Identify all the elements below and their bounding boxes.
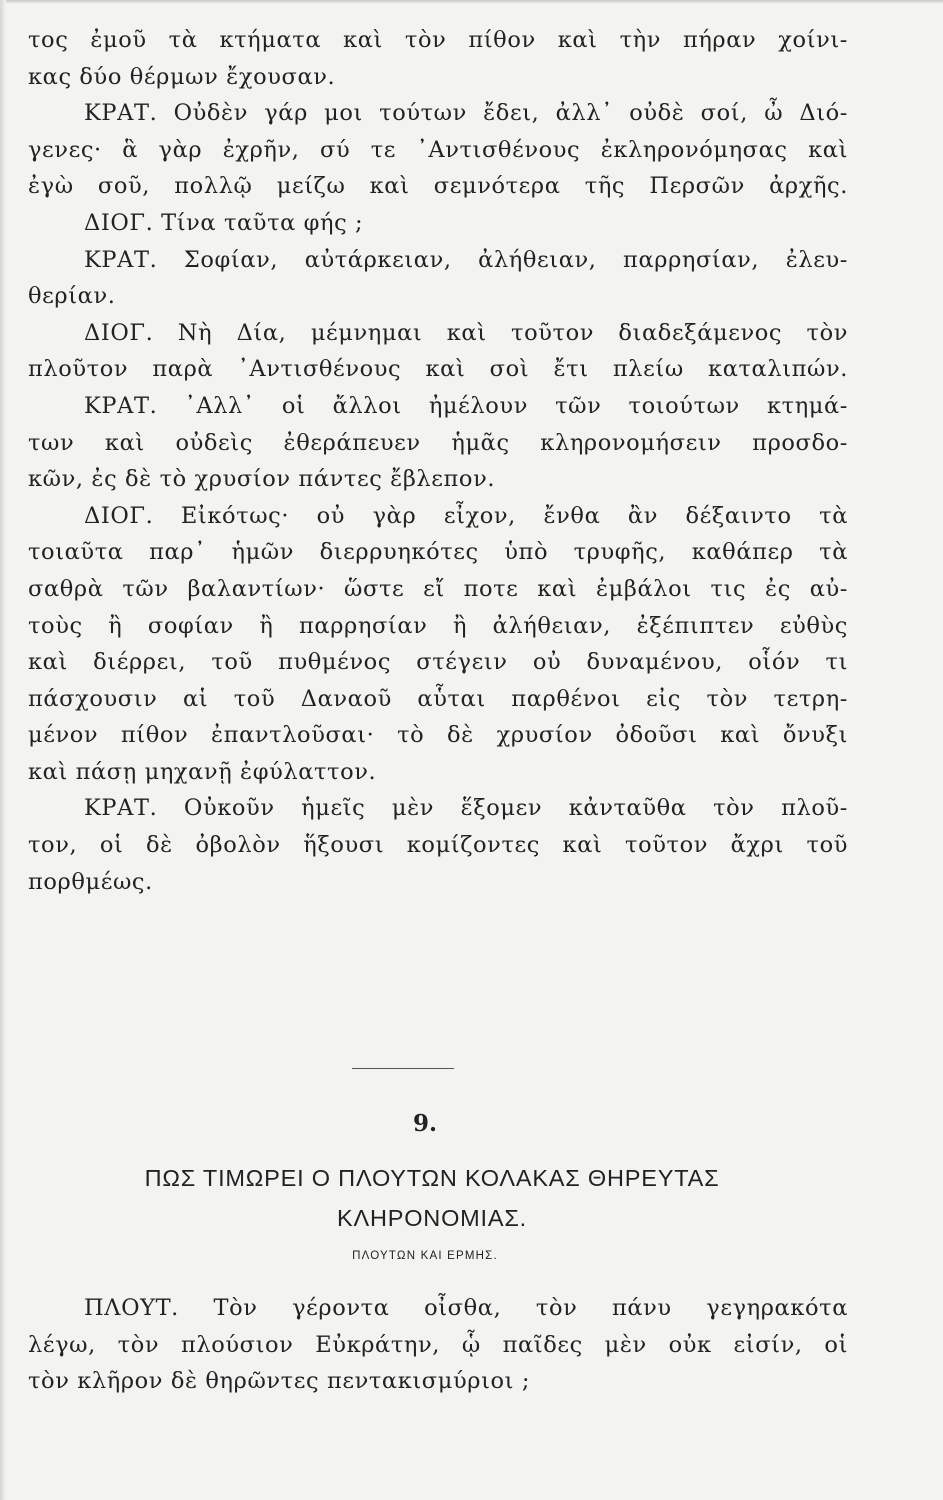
section-title-line: ΚΛΗΡΟΝΟΜΙΑΣ. xyxy=(337,1205,527,1231)
dialogue-text xyxy=(28,22,848,900)
section-divider xyxy=(352,1068,454,1069)
text-line: κας δύο θέρμων ἔχουσαν. xyxy=(28,63,336,90)
section-number: 9. xyxy=(412,1110,437,1137)
section-title-line: ΠΩΣ ΤΙΜΩΡΕΙ Ο ΠΛΟΥΤΩΝ ΚΟΛΑΚΑΣ ΘΗΡΕΥΤΑΣ xyxy=(144,1165,720,1191)
text-line: ΔΙΟΓ. Εἰκότως· οὐ γὰρ εἶχον, ἔνθα ἂν δέξαιντο τὰ xyxy=(84,502,848,529)
text-line: ΠΛΟΥΤ. Τὸν γέροντα οἶσθα, τὸν πάνυ γεγηρακότα xyxy=(84,1295,848,1321)
text-line: τοὺς ἢ σοφίαν ἢ παρρησίαν ἢ ἀλήθειαν, ἐξέπιπτεν εὐθὺς xyxy=(28,612,848,639)
text-line: ΚΡΑΤ. Οὐκοῦν ἡμεῖς μὲν ἕξομεν κἀνταῦθα τὸν πλοῦ- xyxy=(84,795,848,822)
text-line: μένον πίθον ἐπαντλοῦσαι· τὸ δὲ χρυσίον ὀδοῦσι καὶ ὄνυξι xyxy=(28,722,848,749)
text-line: πορθμέως. xyxy=(28,868,153,895)
text-line: ΔΙΟΓ. Νὴ Δία, μέμνημαι καὶ τοῦτον διαδεξάμενος τὸν xyxy=(84,319,848,346)
text-line: ΔΙΟΓ. Τίνα ταῦτα φής ; xyxy=(84,209,364,236)
page-top-edge xyxy=(0,0,943,4)
text-line: ΚΡΑΤ. ᾿Αλλ᾽ οἱ ἄλλοι ἠμέλουν τῶν τοιούτων κτημά- xyxy=(84,392,848,419)
text-line: γενες· ἃ γὰρ ἐχρῆν, σύ τε ᾿Αντισθένους ἐκληρονόμησας καὶ xyxy=(28,136,848,163)
text-line: τος ἐμοῦ τὰ κτήματα καὶ τὸν πίθον καὶ τὴν πήραν χοίνι- xyxy=(28,27,848,53)
section-title xyxy=(28,1158,836,1238)
text-line: κῶν, ἐς δὲ τὸ χρυσίον πάντες ἔβλεπον. xyxy=(28,466,496,493)
text-line: τον, οἱ δὲ ὀβολὸν ἥξουσι κομίζοντες καὶ τοῦτον ἄχρι τοῦ xyxy=(28,832,848,859)
text-line: θερίαν. xyxy=(28,283,116,310)
text-line: σαθρὰ τῶν βαλαντίων· ὥστε εἴ ποτε καὶ ἐμβάλοι τις ἐς αὐ- xyxy=(28,575,848,602)
speakers-heading: ΠΛΟΥΤΩΝ ΚΑΙ ΕΡΜΗΣ. xyxy=(352,1250,498,1262)
text-line: των καὶ οὐδεὶς ἐθεράπευεν ἡμᾶς κληρονομήσειν προσδο- xyxy=(28,429,848,456)
text-line: ΚΡΑΤ. Οὐδὲν γάρ μοι τούτων ἔδει, ἀλλ᾽ οὐδὲ σοί, ὦ Διό- xyxy=(84,100,848,127)
text-line: πάσχουσιν αἱ τοῦ Δαναοῦ αὗται παρθένοι εἰς τὸν τετρη- xyxy=(28,685,848,712)
section-dialogue-text xyxy=(28,1290,848,1400)
text-line: πλοῦτον παρὰ ᾿Αντισθένους καὶ σοὶ ἔτι πλείω καταλιπών. xyxy=(28,356,848,383)
text-line: τὸν κλῆρον δὲ θηρῶντες πεντακισμύριοι ; xyxy=(28,1368,530,1395)
text-line: καὶ διέρρει, τοῦ πυθμένος στέγειν οὐ δυναμένου, οἷόν τι xyxy=(28,649,848,676)
page-left-edge xyxy=(0,0,6,1500)
text-line: ΚΡΑΤ. Σοφίαν, αὐτάρκειαν, ἀλήθειαν, παρρησίαν, ἐλευ- xyxy=(84,246,848,273)
text-line: τοιαῦτα παρ᾽ ἡμῶν διερρυηκότες ὑπὸ τρυφῆς, καθάπερ τὰ xyxy=(28,539,848,566)
text-line: ἐγὼ σοῦ, πολλῷ μείζω καὶ σεμνότερα τῆς Περσῶν ἀρχῆς. xyxy=(28,173,848,200)
text-line: καὶ πάσῃ μηχανῇ ἐφύλαττον. xyxy=(28,758,377,785)
text-line: λέγω, τὸν πλούσιον Εὐκράτην, ᾧ παῖδες μὲν οὐκ εἰσίν, οἱ xyxy=(28,1331,848,1358)
